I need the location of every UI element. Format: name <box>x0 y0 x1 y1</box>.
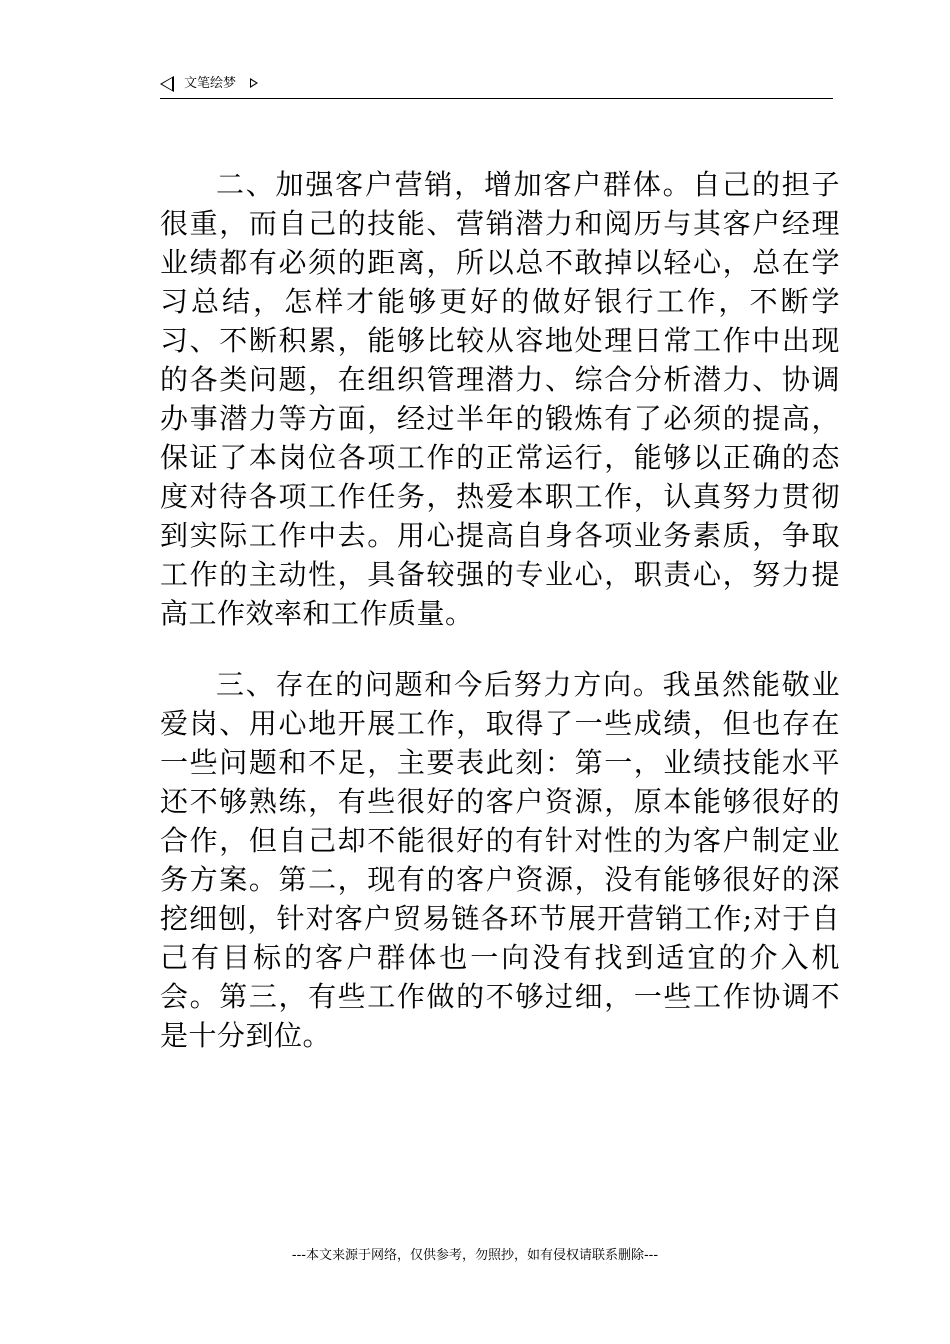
document-body <box>160 165 840 1055</box>
right-triangle-icon <box>250 78 258 88</box>
page-footer: ---本文来源于网络，仅供参考，勿照抄，如有侵权请联系删除--- <box>291 1248 659 1263</box>
page-header <box>160 74 833 99</box>
paragraph-section-three: 三、存在的问题和今后努力方向。我虽然能敬业爱岗、用心地开展工作，取得了一些成绩，但也存在一些问题和不足，主要表此刻：第一，业绩技能水平还不够熟练，有些很好的客户资源，原本能够很好的合作，但自己却不能很好的有针对性的为客户制定业务方案。第二，现有的客户资源，没有能够很好的深挖细刨，针对客户贸易链各环节展开营销工作;对于自己有目标的客户群体也一向没有找到适宜的介入机会。第三，有些工作做的不够过细，一些工作协调不是十分到位。 <box>160 668 840 1052</box>
paragraph-section-two: 二、加强客户营销，增加客户群体。自己的担子很重，而自己的技能、营销潜力和阅历与其客户经理业绩都有必须的距离，所以总不敢掉以轻心，总在学习总结，怎样才能够更好的做好银行工作，不断学习、不断积累，能够比较从容地处理日常工作中出现的各类问题，在组织管理潜力、综合分析潜力、协调办事潜力等方面，经过半年的锻炼有了必须的提高，保证了本岗位各项工作的正常运行，能够以正确的态度对待各项工作任务，热爱本职工作，认真努力贯彻到实际工作中去。用心提高自身各项业务素质，争取工作的主动性，具备较强的专业心，职责心，努力提高工作效率和工作质量。 <box>160 168 840 630</box>
left-triangle-icon <box>160 76 174 92</box>
header-title: 文笔绘梦 <box>184 76 237 91</box>
